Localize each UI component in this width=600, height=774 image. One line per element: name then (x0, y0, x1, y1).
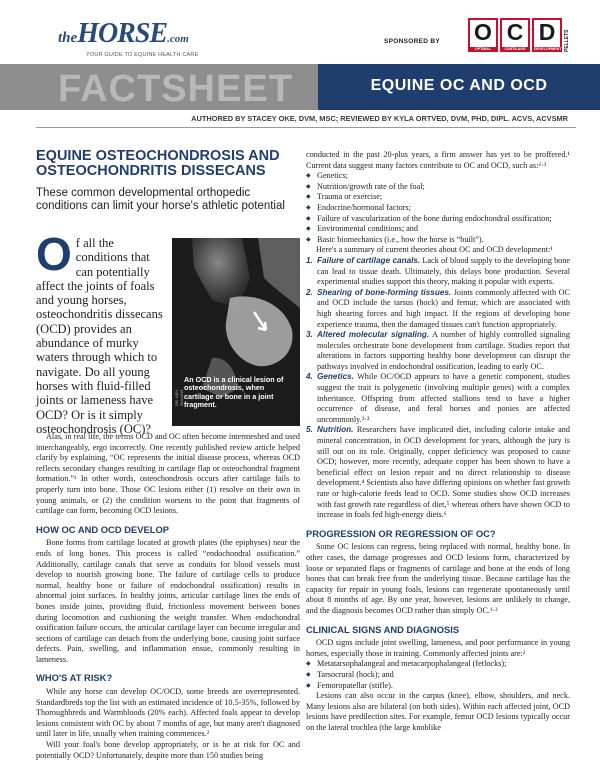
ocd-sub: CARTILAGE (502, 47, 528, 51)
item-number: 1. (306, 255, 313, 265)
factors-list (306, 171, 570, 245)
lead-paragraph (36, 228, 166, 436)
list-item (306, 330, 570, 372)
paragraph: Alas, in real life, the terms OCD and OC often become intermeshed and used interchangeably, ergo incorrectly. One recently published review article helped clarify by explaining, “OC represents the initial disease process, whereas OCD reflects secondary changes resulting in cartilage flap or osteochondral fragment formation.”¹ In other words, osteochondrosis occurs after cartilage fails to properly turn into bone. Those OC lesions either (1) resolve on their own in young animals, or (2) the condition worsens to the point that fragments of cartilage can form, becoming OCD lesions. (36, 432, 300, 516)
photo-credit: DR. KEN SULLINS (174, 389, 184, 406)
factsheet-banner (0, 64, 600, 110)
article-title: EQUINE OSTEOCHONDROSIS AND OSTEOCHONDRITIS DISSECANS (36, 148, 280, 179)
column-right (306, 150, 570, 733)
list-item: ◆ Femoropatellar (stifle). (306, 681, 570, 692)
list-item: ◆ Genetics; (306, 171, 570, 182)
list-item: ◆ Failure of vascularization of the bone during endochondral ossification; (306, 214, 570, 225)
joints-list (306, 659, 570, 691)
item-body: A number of highly controlled signaling molecules orchestrate bone development from cartilage. Studies report that alterations in factors supporting healthy bone development can disrupt the pathways involved in endochondral ossification, leading to early OC. (317, 330, 570, 371)
item-body: Lack of blood supply to the developing bone can lead to tissue death. Ultimately, this delays bone production. Several experimental studies support this theory, making it popular with experts. (317, 255, 571, 287)
logo-horse: HORSE (77, 18, 168, 49)
paragraph: Will your foal's bone develop appropriately, or is he at risk for OC and potentially OCD? Unfortunately, despite more than 150 studies being (36, 740, 300, 760)
column-left (36, 432, 300, 761)
list-item: ◆ Basic biomechanics (i.e., how the horse is “built”). (306, 235, 570, 246)
photo-caption: An OCD is a clinical lesion of osteochondrosis, when cartilage or bone in a joint fragment. (184, 374, 284, 410)
heading-risk: WHO'S AT RISK? (36, 672, 113, 684)
item-body: Joints commonly affected with OC and OCD include the tarsus (hock) and femur, which are associated with high shearing forces and high impact. If the regions of developing bone experience trauma, then the damaged tissues can't function appropriately. (317, 287, 570, 329)
item-term: Shearing of bone-forming tissues. (317, 287, 452, 297)
paragraph: conducted in the past 20-plus years, a firm answer has yet to be proffered.¹ Current data suggest many factors contribute to OC and OCD, such as:²·³ (306, 150, 570, 170)
header (0, 0, 600, 62)
divider (36, 127, 576, 128)
ocd-letter-box (532, 18, 562, 52)
ocd-pellets-logo[interactable] (468, 18, 570, 52)
item-term: Failure of cartilage canals. (317, 255, 421, 265)
item-term: Genetics. (317, 372, 354, 382)
item-number: 2. (306, 287, 313, 297)
lead-text: f all the conditions that can potentially affect the joints of foals and young horses, osteochondritis dissecans (OCD) provides an abundance of murky waters through which to navigate. Do all young horses with fluid-filled joints or lameness have OCD? Or is it simply osteochondrosis (OC)? (36, 236, 163, 436)
item-number: 3. (306, 330, 313, 340)
list-item: ◆ Metatarsophalangeal and metacarpophalangeal (fetlocks); (306, 659, 570, 670)
paragraph: Here's a summary of current theories about OC and OCD development:¹ (316, 245, 553, 255)
list-item (306, 372, 570, 425)
list-item (306, 425, 570, 520)
author-line: AUTHORED BY STACEY OKE, DVM, MSC; REVIEWED BY KYLA ORTVED, DVM, PHD, DIPL. ACVS, ACVSMR (191, 114, 568, 123)
paragraph: Lesions can also occur in the carpus (knee), elbow, shoulders, and neck. Many lesions also are bilateral (on both sides). Within each affected joint, OCD lesions have predilection sites. For example, femur OCD lesions typically occur on the lateral trochlea (the large knoblike (306, 691, 570, 732)
ocd-letter: D (538, 19, 556, 45)
ocd-letter-box (500, 18, 530, 52)
sponsor-label: SPONSORED BY (384, 38, 440, 45)
list-item (306, 256, 570, 288)
article-subtitle: These common developmental orthopedic conditions can limit your horse's athletic potential (36, 187, 285, 212)
logo-com: .com (167, 33, 189, 45)
item-number: 5. (306, 425, 313, 435)
list-item: ◆ Endocrine/hormonal factors; (306, 203, 570, 214)
item-number: 4. (306, 372, 313, 382)
banner-title: EQUINE OC AND OCD (370, 77, 548, 94)
ocd-letter: O (474, 19, 492, 45)
theories-list (306, 256, 570, 521)
heading-progression: PROGRESSION OR REGRESSION OF OC? (306, 527, 496, 539)
list-item: ◆ Trauma or exercise; (306, 192, 570, 203)
xray-photo (172, 238, 300, 426)
list-item: ◆ Environmental conditions; and (306, 224, 570, 235)
paragraph: While any horse can develop OC/OCD, some breeds are overrepresented. Standardbreds top the list with an estimated incidence of 10.5-35%, followed by Thoroughbreds and Warmbloods (20% each). Affected foals appear to develop lesions consistent with OC by about 7 months of age, but many aren't diagnosed until later in life, usually when training commences.² (36, 687, 300, 739)
ocd-letter-box (468, 18, 498, 52)
thehorse-logo[interactable] (58, 18, 199, 58)
logo-the: the (58, 30, 78, 46)
item-body: Researchers have implicated diet, including calorie intake and mineral concentration, in OCD development for years, although the jury is still out on its role. Originally, copper deficiency was proposed to cause OCD; however, more recently, adequate copper has been shown to have a beneficial effect on lesion repair and no direct relationship to disease development.⁴ Scientists also have differing opinions on whether fast growth rate or high-calorie feeds lead to OCD. Some studies show OCD increases with fast growth rate regardless of diet,⁵ whereas others have shown OCD to increase in foals fed high-energy diets.⁶ (317, 425, 570, 520)
heading-clinical: CLINICAL SIGNS AND DIAGNOSIS (306, 623, 460, 635)
item-body: While OC/OCD appears to have a genetic component, studies suggest the trait is polygenetic (involving multiple genes) with a complex inheritance. Offspring from affected stallions tend to have a higher occurrence of disease, and feral horses and ponies are affected uncommonly.²·³ (317, 372, 570, 424)
factsheet-label: FACTSHEET (58, 68, 293, 110)
drop-cap: O (36, 228, 72, 280)
ocd-sub: OPTIMAL (470, 47, 496, 51)
paragraph: Bone forms from cartilage located at growth plates (the epiphyses) near the ends of long bones. This process is called “endochondral ossification.” Additionally, cartilage canals that serve as conduits for blood vessels must develop to nourish growing bone. The failure of cartilage cells to produce normal, healthy bone or failure of endochondral ossification) results in abnormal joint surfaces. In healthy joints, articular cartilage lines the ends of bones inside joints, providing fluid, frictionless movement between bones during locomotion and cushioning the weight transfer. When endochondral ossification failure occurs, the articular cartilage layer can become irregular and sections of cartilage can detach from the underlying bone, causing joint surface defects. Pain, swelling, and inflammation ensue, commonly resulting in lameness. (36, 538, 300, 664)
list-item: ◆ Nutrition/growth rate of the foal; (306, 182, 570, 193)
item-term: Nutrition. (317, 425, 354, 435)
item-term: Altered molecular signaling. (317, 330, 430, 340)
banner-title-box (318, 64, 600, 110)
paragraph: OCD signs include joint swelling, lameness, and poor performance in young horses, especially those in training. Commonly affected joints are:² (306, 638, 570, 658)
paragraph: Some OC lesions can regress, being replaced with normal, healthy bone. In other cases, the damage progresses and OCD lesions form, characterized by loose or separated flaps or fragments of cartilage and bone at the ends of long bones that can break free from the underlying tissue. Because cartilage has the capacity for repair in young foals, lesions can regenerate spontaneously until about 8 months of age. By one year, however, lesions are unlikely to change, and the diagnosis becomes OCD rather than simply OC.¹·² (306, 542, 570, 615)
logo-tagline: YOUR GUIDE TO EQUINE HEALTH CARE (86, 52, 199, 58)
heading-develop: HOW OC AND OCD DEVELOP (36, 523, 169, 535)
ocd-letter: C (506, 19, 524, 45)
list-item (306, 288, 570, 330)
list-item: ◆ Tarsocrural (hock); and (306, 670, 570, 681)
ocd-pellets-text: PELLETS (564, 29, 570, 52)
ocd-sub: DEVELOPMENT (534, 47, 562, 51)
